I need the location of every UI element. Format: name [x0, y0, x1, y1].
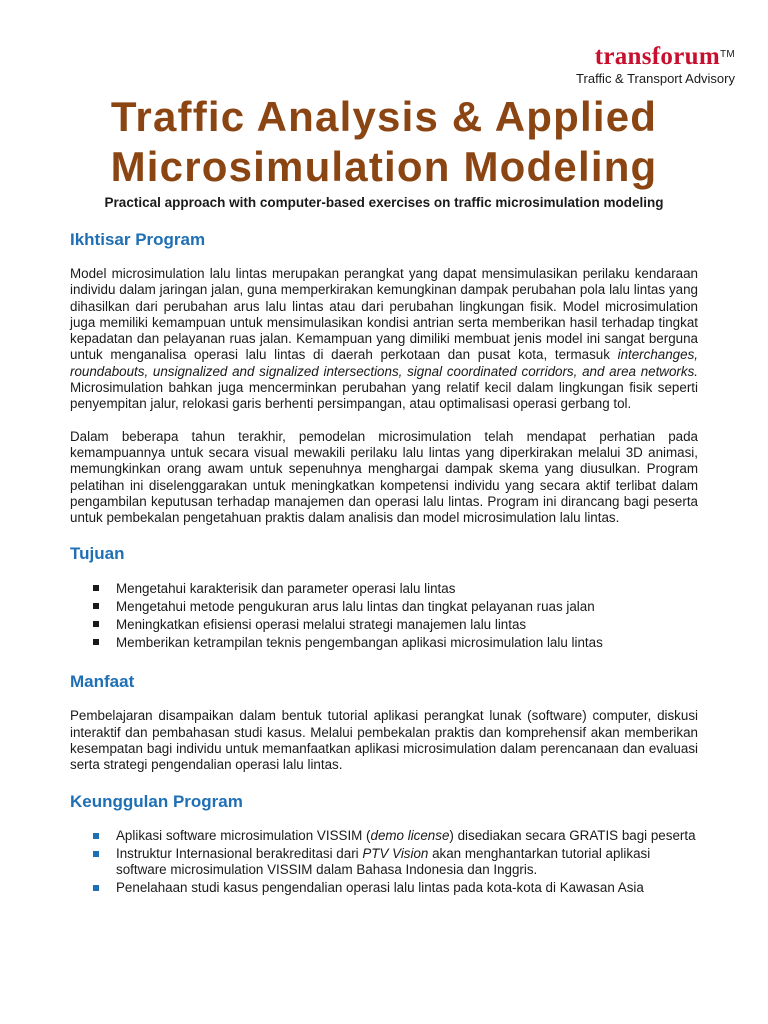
logo-word-text: transforum	[594, 43, 720, 70]
page-title	[0, 92, 768, 192]
list-item-text-a: Aplikasi software microsimulation VISSIM (	[116, 827, 371, 843]
logo-wordmark	[576, 44, 735, 70]
list-item	[70, 598, 698, 616]
list-item	[70, 846, 698, 878]
ikhtisar-p1-text-b: Microsimulation bahkan juga mencerminkan perubahan yang relatif kecil dalam lingkungan fisik seperti penyempitan jalur, relokasi garis berhenti persimpangan, atau optimalisasi operasi gerbang tol.	[70, 380, 698, 412]
ikhtisar-paragraph-1	[70, 266, 698, 413]
list-item-text: Meningkatkan efisiensi operasi melalui strategi manajemen lalu lintas	[116, 617, 527, 633]
document-body	[70, 228, 698, 914]
keunggulan-list	[70, 828, 698, 896]
section-heading-keunggulan: Keunggulan Program	[70, 791, 243, 811]
tujuan-list	[70, 580, 698, 652]
list-item	[70, 580, 698, 598]
ikhtisar-p1-text-a: Model microsimulation lalu lintas merupakan perangkat yang dapat mensimulasikan perilaku kendaraan individu dalam jaringan jalan, guna memperkirakan kemungkinan dampak perubahan pola lalu lintas yang dihasilkan dari perubahan arus lalu lintas atau dari perubahan lingkungan fisik. Model microsimulation juga memiliki kemampuan untuk mensimulasikan kondisi antrian serta memberikan hasil terhadap tingkat kepadatan dan pelayanan ruas jalan. Kemampuan yang dimiliki membuat jenis model ini sangat berguna untuk menganalisa operasi lalu lintas di daerah perkotaan dan pusat kota, termasuk	[70, 266, 698, 363]
page-subtitle: Practical approach with computer-based exercises on traffic microsimulation modeling	[104, 195, 664, 210]
list-item	[70, 616, 698, 634]
square-bullet-icon	[93, 885, 99, 891]
list-item-text: Memberikan ketrampilan teknis pengembangan aplikasi microsimulation lalu lintas	[116, 635, 603, 651]
list-item-text-b: akan menghantarkan tutorial aplikasi software microsimulation VISSIM dalam Bahasa Indonesia dan Inggris.	[116, 845, 651, 877]
list-item-text-a: Instruktur Internasional berakreditasi dari	[116, 845, 363, 861]
square-bullet-icon	[93, 851, 99, 857]
section-heading-tujuan: Tujuan	[70, 544, 125, 564]
square-bullet-icon	[93, 639, 99, 645]
manfaat-paragraph: Pembelajaran disampaikan dalam bentuk tutorial aplikasi perangkat lunak (software) computer, diskusi interaktif dan pembahasan studi kasus. Melalui pembekalan praktis dan komprehensif akan memberikan kesempatan bagi individu untuk memanfaatkan aplikasi microsimulation dalam perencanaan dan evaluasi serta strategi pengendalian operasi lalu lintas.	[70, 708, 698, 773]
section-heading-manfaat: Manfaat	[70, 672, 135, 692]
square-bullet-icon	[93, 621, 99, 627]
square-bullet-icon	[93, 833, 99, 839]
brand-logo	[576, 44, 735, 87]
square-bullet-icon	[93, 585, 99, 591]
list-item-text-b: ) disediakan secara GRATIS bagi peserta	[449, 827, 696, 843]
list-item	[70, 880, 698, 896]
list-item-text: Mengetahui metode pengukuran arus lalu lintas dan tingkat pelayanan ruas jalan	[116, 599, 595, 615]
logo-trademark: TM	[719, 49, 735, 60]
list-item-italic: demo license	[370, 827, 450, 843]
list-item	[70, 828, 698, 844]
title-line-1: Traffic Analysis & Applied	[110, 93, 658, 140]
list-item	[70, 634, 698, 652]
list-item-text: Mengetahui karakterisik dan parameter operasi lalu lintas	[116, 581, 456, 597]
ikhtisar-p1-italic: interchanges, roundabouts, unsignalized and signalized intersections, signal coordinated corridors, and area networks.	[70, 347, 698, 379]
section-heading-ikhtisar: Ikhtisar Program	[70, 230, 206, 249]
square-bullet-icon	[93, 603, 99, 609]
list-item-text: Penelahaan studi kasus pengendalian operasi lalu lintas pada kota-kota di Kawasan Asia	[116, 879, 644, 895]
logo-tagline: Traffic & Transport Advisory	[576, 71, 735, 86]
ikhtisar-paragraph-2: Dalam beberapa tahun terakhir, pemodelan microsimulation telah mendapat perhatian pada kemampuannya untuk secara visual mewakili perilaku lalu lintas yang diperkirakan melalui 3D animasi, memungkinkan orang awam untuk sepenuhnya menghargai dampak skema yang diusulkan. Program pelatihan ini diselenggarakan untuk meningkatkan kompetensi individu yang secara aktif terlibat dalam pengambilan keputusan terhadap manajemen dan operasi lalu lintas. Program ini dirancang bagi peserta untuk pembekalan pengetahuan praktis dalam analisis dan model microsimulation lalu lintas.	[70, 428, 698, 526]
list-item-italic: PTV Vision	[362, 845, 429, 861]
title-line-2: Microsimulation Modeling	[110, 143, 658, 190]
